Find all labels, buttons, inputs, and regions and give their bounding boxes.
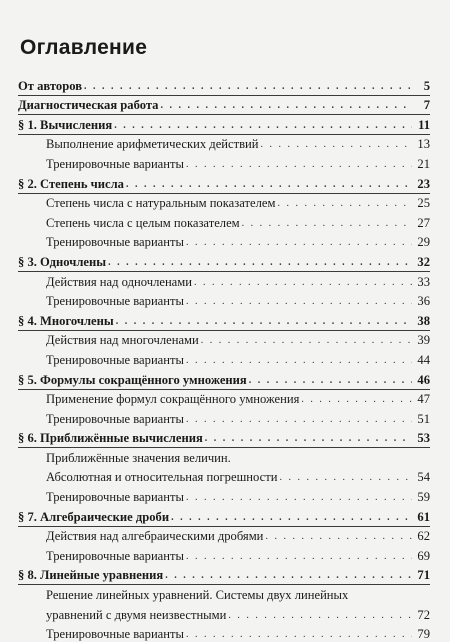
toc-subentry[interactable] — [18, 329, 430, 349]
toc-entry-title: Тренировочные варианты — [46, 627, 184, 642]
dot-leader — [171, 511, 412, 524]
toc-entry-title: уравнений с двумя неизвестными — [46, 607, 227, 622]
toc-entry-title: Приближённые значения величин. — [46, 450, 231, 465]
toc-entry-page: 25 — [417, 196, 430, 211]
toc-subentry[interactable] — [18, 623, 430, 642]
toc-entry-page: 11 — [418, 117, 430, 132]
toc-entry-page: 46 — [417, 372, 430, 387]
toc-section-1[interactable] — [18, 113, 430, 133]
toc-entry-page: 79 — [417, 627, 430, 642]
toc-entry-page: 53 — [417, 431, 430, 446]
toc-subentry[interactable] — [18, 211, 430, 231]
toc-subentry[interactable] — [18, 231, 430, 251]
toc-entry-title: § 2. Степень числа — [18, 176, 124, 191]
toc-subentry[interactable] — [18, 152, 430, 172]
dot-leader — [265, 530, 412, 543]
toc-entry-page: 27 — [417, 215, 430, 230]
toc-entry-title: Действия над алгебраическими дробями — [46, 529, 264, 544]
toc-entry-title: § 7. Алгебраические дроби — [18, 509, 170, 524]
toc-subentry[interactable] — [18, 544, 430, 564]
dot-leader — [116, 315, 412, 328]
toc-entry-title: Тренировочные варианты — [46, 352, 184, 367]
dot-leader — [160, 99, 412, 112]
dot-leader — [186, 491, 412, 504]
toc-entry-title: Действия над одночленами — [46, 274, 192, 289]
dot-leader — [186, 158, 412, 171]
toc-entry-title: § 4. Многочлены — [18, 313, 114, 328]
toc-entry-diagnostic-work[interactable] — [18, 94, 430, 114]
toc-entry-title: Выполнение арифметических действий — [46, 137, 259, 152]
toc-subentry[interactable] — [18, 525, 430, 545]
toc-subentry[interactable] — [18, 348, 430, 368]
page-title: Оглавление — [20, 36, 148, 59]
toc-subentry[interactable] — [18, 446, 430, 466]
toc-entry-title: § 5. Формулы сокращённого умножения — [18, 372, 247, 387]
toc-entry-from-authors[interactable] — [18, 74, 430, 94]
toc-section-7[interactable] — [18, 505, 430, 525]
toc-subentry[interactable] — [18, 583, 430, 603]
toc-section-4[interactable] — [18, 309, 430, 329]
toc-entry-title: Степень числа с целым показателем — [46, 215, 240, 230]
dot-leader — [114, 119, 412, 132]
toc-entry-title: Тренировочные варианты — [46, 490, 184, 505]
toc-entry-page: 38 — [417, 313, 430, 328]
toc-entry-page: 69 — [417, 548, 430, 563]
dot-leader — [165, 569, 412, 582]
toc-entry-title: Тренировочные варианты — [46, 548, 184, 563]
toc-subentry[interactable] — [18, 270, 430, 290]
toc-subentry[interactable] — [18, 485, 430, 505]
toc-entry-page: 33 — [417, 274, 430, 289]
toc-entry-page: 13 — [417, 137, 430, 152]
toc-entry-page: 62 — [417, 529, 430, 544]
toc-section-5[interactable] — [18, 368, 430, 388]
toc-entry-title: Решение линейных уравнений. Системы двух линейных — [46, 588, 349, 603]
toc-entry-page: 72 — [417, 607, 430, 622]
toc-entry-title: Тренировочные варианты — [46, 294, 184, 309]
toc-entry-page: 51 — [417, 411, 430, 426]
toc-entry-title: Диагностическая работа — [18, 98, 159, 113]
dot-leader — [186, 550, 412, 563]
toc-entry-page: 36 — [417, 294, 430, 309]
dot-leader — [186, 295, 412, 308]
toc-subentry[interactable] — [18, 466, 430, 486]
dot-leader — [201, 334, 412, 347]
dot-leader — [261, 138, 412, 151]
toc-entry-page: 71 — [417, 568, 430, 583]
toc-entry-title: Применение формул сокращённого умножения — [46, 392, 300, 407]
dot-leader — [242, 217, 412, 230]
toc-entry-title: Действия над многочленами — [46, 333, 199, 348]
dot-leader — [228, 609, 412, 622]
toc-entry-page: 61 — [417, 509, 430, 524]
dot-leader — [84, 80, 412, 93]
dot-leader — [186, 413, 412, 426]
toc-subentry[interactable] — [18, 192, 430, 212]
toc-entry-page: 59 — [417, 490, 430, 505]
toc-subentry[interactable] — [18, 388, 430, 408]
toc-entry-page: 39 — [417, 333, 430, 348]
toc-entry-page: 21 — [417, 156, 430, 171]
toc-entry-page: 5 — [423, 78, 430, 93]
toc-section-6[interactable] — [18, 427, 430, 447]
toc-section-2[interactable] — [18, 172, 430, 192]
dot-leader — [194, 276, 412, 289]
toc-entry-title: От авторов — [18, 78, 83, 93]
toc-entry-page: 29 — [417, 235, 430, 250]
toc-entry-title: Тренировочные варианты — [46, 156, 184, 171]
toc-entry-page: 7 — [423, 98, 430, 113]
toc-section-8[interactable] — [18, 564, 430, 584]
dot-leader — [301, 393, 412, 406]
dot-leader — [126, 178, 412, 191]
toc-entry-title: § 8. Линейные уравнения — [18, 568, 164, 583]
dot-leader — [279, 471, 412, 484]
toc-entry-page: 32 — [417, 254, 430, 269]
toc-entry-title: Тренировочные варианты — [46, 411, 184, 426]
toc-entry-title: Абсолютная и относительная погрешности — [46, 470, 278, 485]
toc-entry-page: 54 — [417, 470, 430, 485]
toc-subentry[interactable] — [18, 290, 430, 310]
toc-entry-title: § 1. Вычисления — [18, 117, 113, 132]
toc-subentry[interactable] — [18, 133, 430, 153]
toc-entry-page: 47 — [417, 392, 430, 407]
dot-leader — [186, 628, 412, 641]
toc-subentry[interactable] — [18, 407, 430, 427]
dot-leader — [186, 236, 412, 249]
dot-leader — [277, 197, 412, 210]
toc-entry-title: Тренировочные варианты — [46, 235, 184, 250]
toc-section-3[interactable] — [18, 250, 430, 270]
toc-entry-title: § 3. Одночлены — [18, 254, 107, 269]
dot-leader — [108, 256, 412, 269]
dot-leader — [249, 374, 412, 387]
toc-entry-title: Степень числа с натуральным показателем — [46, 196, 276, 211]
toc-entry-title: § 6. Приближённые вычисления — [18, 431, 203, 446]
toc-entry-page: 23 — [417, 176, 430, 191]
toc-entry-page: 44 — [417, 352, 430, 367]
dot-leader — [186, 354, 412, 367]
table-of-contents — [18, 74, 430, 642]
dot-leader — [205, 432, 412, 445]
